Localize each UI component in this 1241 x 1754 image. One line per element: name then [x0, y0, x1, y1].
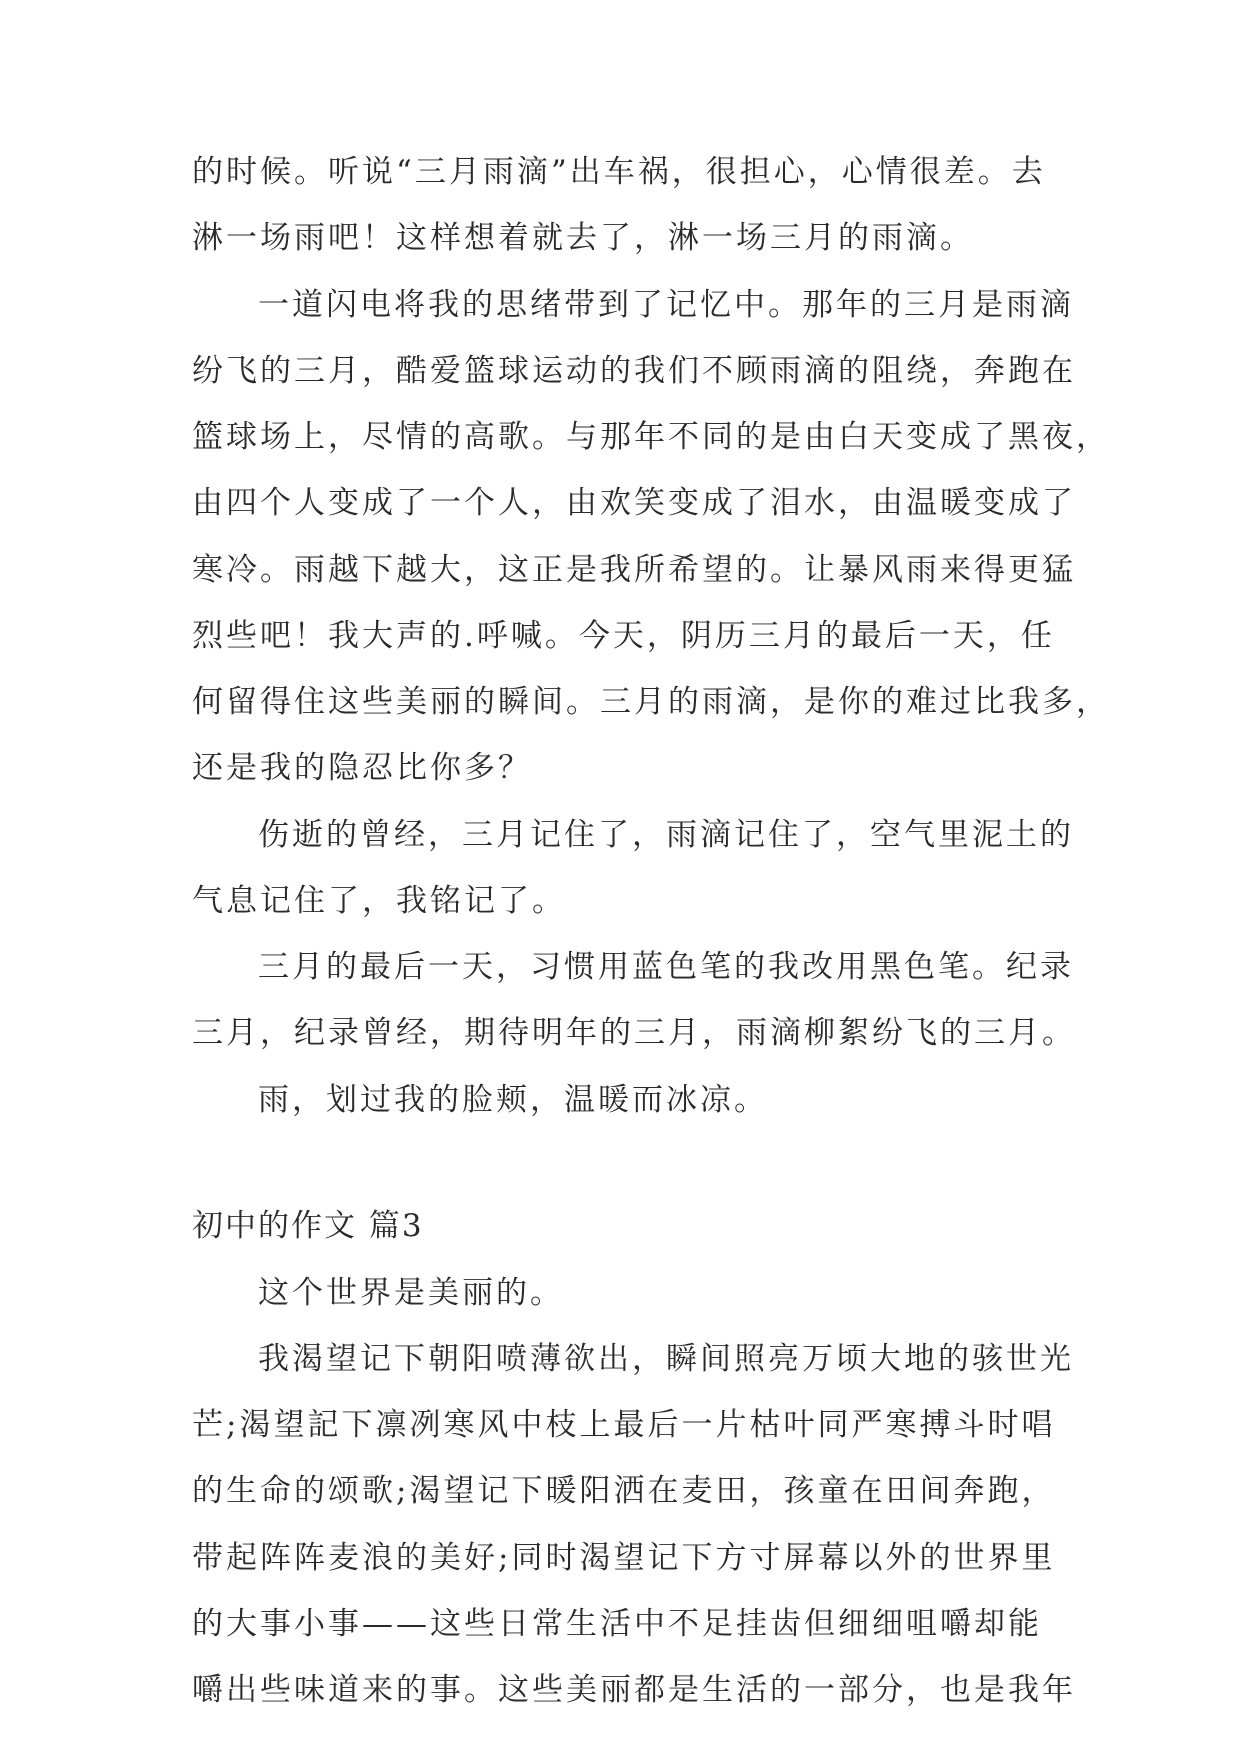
section-heading: 初中的作文 篇3	[192, 1208, 424, 1244]
paragraph-start: 一道闪电将我的思绪带到了记忆中。那年的三月是雨滴	[258, 287, 1074, 323]
text-line: 纷飞的三月，酷爱篮球运动的我们不顾雨滴的阻绕，奔跑在	[192, 353, 1076, 389]
text-line: 嚼出些味道来的事。这些美丽都是生活的一部分，也是我年	[192, 1672, 1076, 1708]
text-line: 芒;渴望記下凛冽寒风中枝上最后一片枯叶同严寒搏斗时唱	[192, 1407, 1056, 1443]
paragraph-start: 这个世界是美丽的。	[258, 1275, 564, 1311]
paragraph-start: 我渴望记下朝阳喷薄欲出，瞬间照亮万顷大地的骇世光	[258, 1341, 1074, 1377]
text-line: 气息记住了，我铭记了。	[192, 883, 566, 919]
text-line: 淋一场雨吧！这样想着就去了，淋一场三月的雨滴。	[192, 220, 974, 256]
text-line: 何留得住这些美丽的瞬间。三月的雨滴，是你的难过比我多，	[192, 684, 1110, 720]
text-line: 三月，纪录曾经，期待明年的三月，雨滴柳絮纷飞的三月。	[192, 1015, 1076, 1051]
paragraph-start: 三月的最后一天，习惯用蓝色笔的我改用黑色笔。纪录	[258, 949, 1074, 985]
text-line: 烈些吧！我大声的.呼喊。今天，阴历三月的最后一天，任	[192, 618, 1055, 654]
text-line: 还是我的隐忍比你多？	[192, 750, 532, 786]
text-line: 的时候。听说“三月雨滴”出车祸，很担心，心情很差。去	[192, 154, 1046, 190]
paragraph-start: 伤逝的曾经，三月记住了，雨滴记住了，空气里泥土的	[258, 817, 1074, 853]
text-line: 篮球场上，尽情的高歌。与那年不同的是由白天变成了黑夜，	[192, 419, 1110, 455]
text-line: 的大事小事——这些日常生活中不足挂齿但细细咀嚼却能	[192, 1606, 1042, 1642]
text-line: 由四个人变成了一个人，由欢笑变成了泪水，由温暖变成了	[192, 485, 1076, 521]
paragraph-start: 雨，划过我的脸颊，温暖而冰凉。	[258, 1082, 768, 1118]
text-line: 寒冷。雨越下越大，这正是我所希望的。让暴风雨来得更猛	[192, 552, 1076, 588]
text-line: 的生命的颂歌;渴望记下暖阳洒在麦田，孩童在田间奔跑，	[192, 1473, 1056, 1509]
text-line: 带起阵阵麦浪的美好;同时渴望记下方寸屏幕以外的世界里	[192, 1540, 1056, 1576]
